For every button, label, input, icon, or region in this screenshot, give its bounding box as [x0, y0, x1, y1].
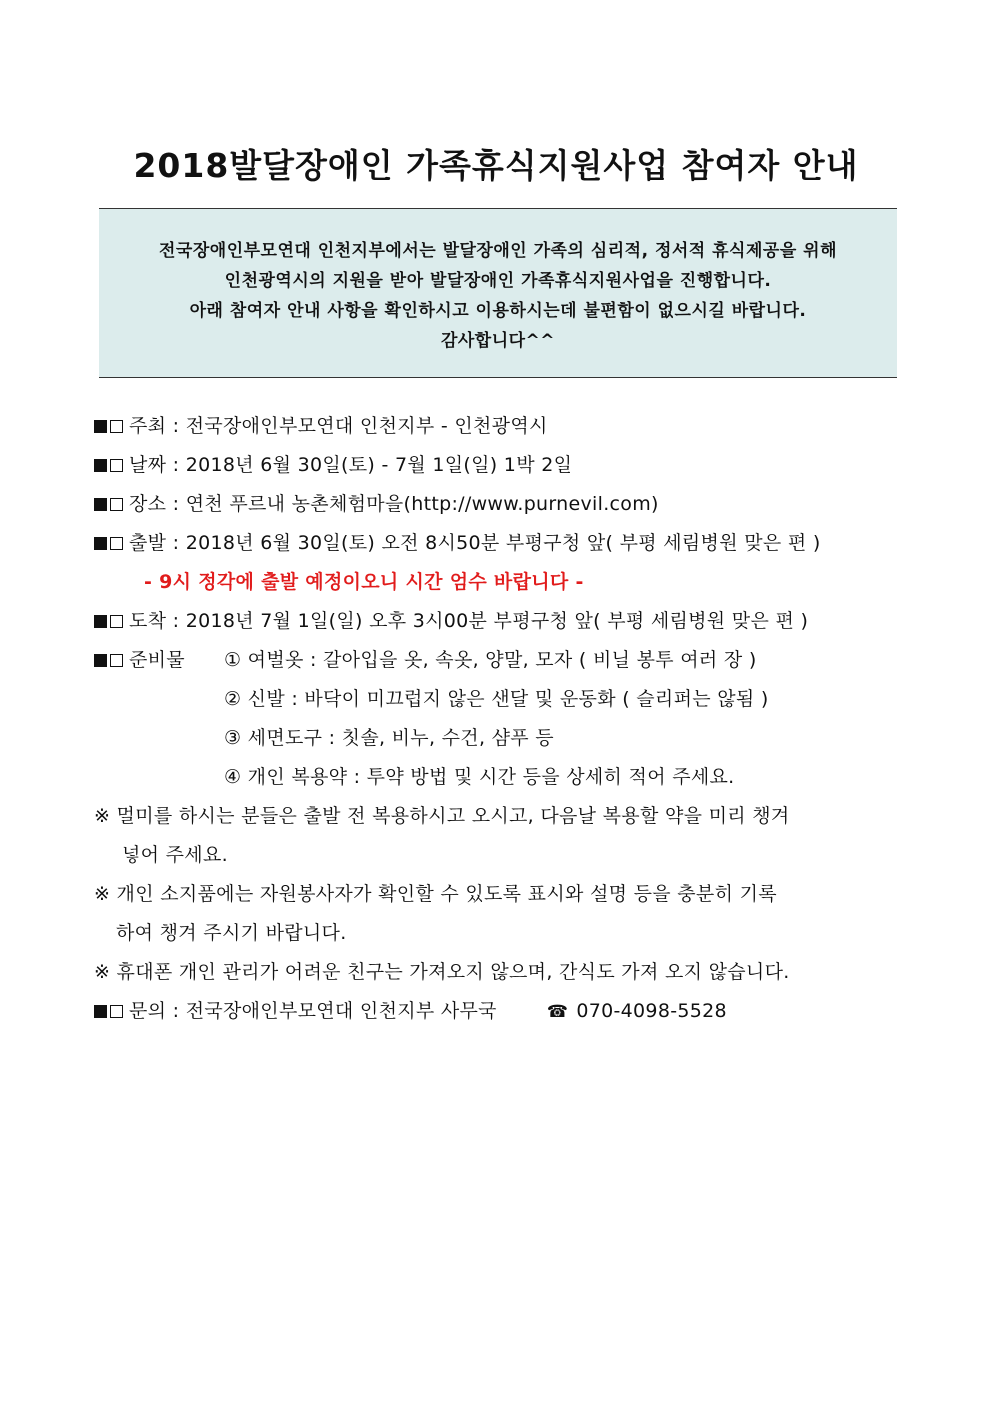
arrival-item: [94, 609, 808, 633]
bullet-marker-icon: [94, 492, 123, 516]
date-item: [94, 453, 572, 477]
notice-line: 감사합니다^^: [440, 331, 556, 351]
prep-list-item: ③ 세면도구 : 칫솔, 비누, 수건, 샴푸 등: [224, 727, 554, 749]
bullet-marker-icon: [94, 609, 123, 633]
page-title: 2018발달장애인 가족휴식지원사업 참여자 안내: [133, 146, 859, 185]
host-text: 주최 : 전국장애인부모연대 인천지부 - 인천광역시: [129, 415, 548, 437]
bullet-marker-icon: [94, 531, 123, 555]
phone-icon: ☎: [546, 1002, 569, 1022]
prep-list-item: ② 신발 : 바닥이 미끄럽지 않은 샌달 및 운동화 ( 슬리퍼는 않됨 ): [224, 688, 769, 710]
note-motion-sickness-cont: 넣어 주세요.: [122, 844, 228, 866]
notice-line: 아래 참여자 안내 사항을 확인하시고 이용하시는데 불편함이 없으시길 바랍니다.: [189, 301, 807, 321]
note-belongings-cont: 하여 챙겨 주시기 바랍니다.: [116, 922, 347, 944]
departure-item: [94, 531, 821, 555]
intro-notice-box: [99, 208, 897, 378]
bullet-marker-icon: [94, 453, 123, 477]
departure-text: 출발 : 2018년 6월 30일(토) 오전 8시50분 부평구청 앞( 부평 세림병원 맞은 편 ): [129, 532, 821, 554]
phone-number: 070-4098-5528: [576, 1000, 727, 1022]
bullet-marker-icon: [94, 414, 123, 438]
date-text: 날짜 : 2018년 6월 30일(토) - 7월 1일(일) 1박 2일: [129, 454, 573, 476]
prep-list-item: ① 여벌옷 : 갈아입을 옷, 속옷, 양말, 모자 ( 비닐 봉투 여러 장 ): [224, 649, 757, 671]
prep-list-item: ④ 개인 복용약 : 투약 방법 및 시간 등을 상세히 적어 주세요.: [224, 766, 735, 788]
bullet-marker-icon: [94, 648, 123, 672]
bullet-marker-icon: [94, 999, 123, 1023]
notice-line: 인천광역시의 지원을 받아 발달장애인 가족휴식지원사업을 진행합니다.: [224, 271, 772, 291]
contact-text: 문의 : 전국장애인부모연대 인천지부 사무국: [129, 1000, 497, 1022]
place-item: [94, 492, 659, 516]
contact-item: [94, 999, 727, 1024]
prep-item: [94, 648, 185, 672]
prep-label: 준비물: [129, 649, 185, 671]
notice-line: 전국장애인부모연대 인천지부에서는 발달장애인 가족의 심리적, 정서적 휴식제공을 위해: [159, 241, 837, 261]
note-phone: ※ 휴대폰 개인 관리가 어려운 친구는 가져오지 않으며, 간식도 가져 오지 않습니다.: [94, 961, 790, 983]
note-belongings: ※ 개인 소지품에는 자원봉사자가 확인할 수 있도록 표시와 설명 등을 충분히 기록: [94, 883, 777, 905]
note-motion-sickness: ※ 멀미를 하시는 분들은 출발 전 복용하시고 오시고, 다음날 복용할 약을 미리 챙겨: [94, 805, 790, 827]
arrival-text: 도착 : 2018년 7월 1일(일) 오후 3시00분 부평구청 앞( 부평 세림병원 맞은 편 ): [129, 610, 809, 632]
host-item: [94, 414, 548, 438]
place-text: 장소 : 연천 푸르내 농촌체험마을(http://www.purnevil.com): [129, 493, 659, 515]
departure-warning: - 9시 정각에 출발 예정이오니 시간 엄수 바랍니다 -: [144, 571, 584, 593]
